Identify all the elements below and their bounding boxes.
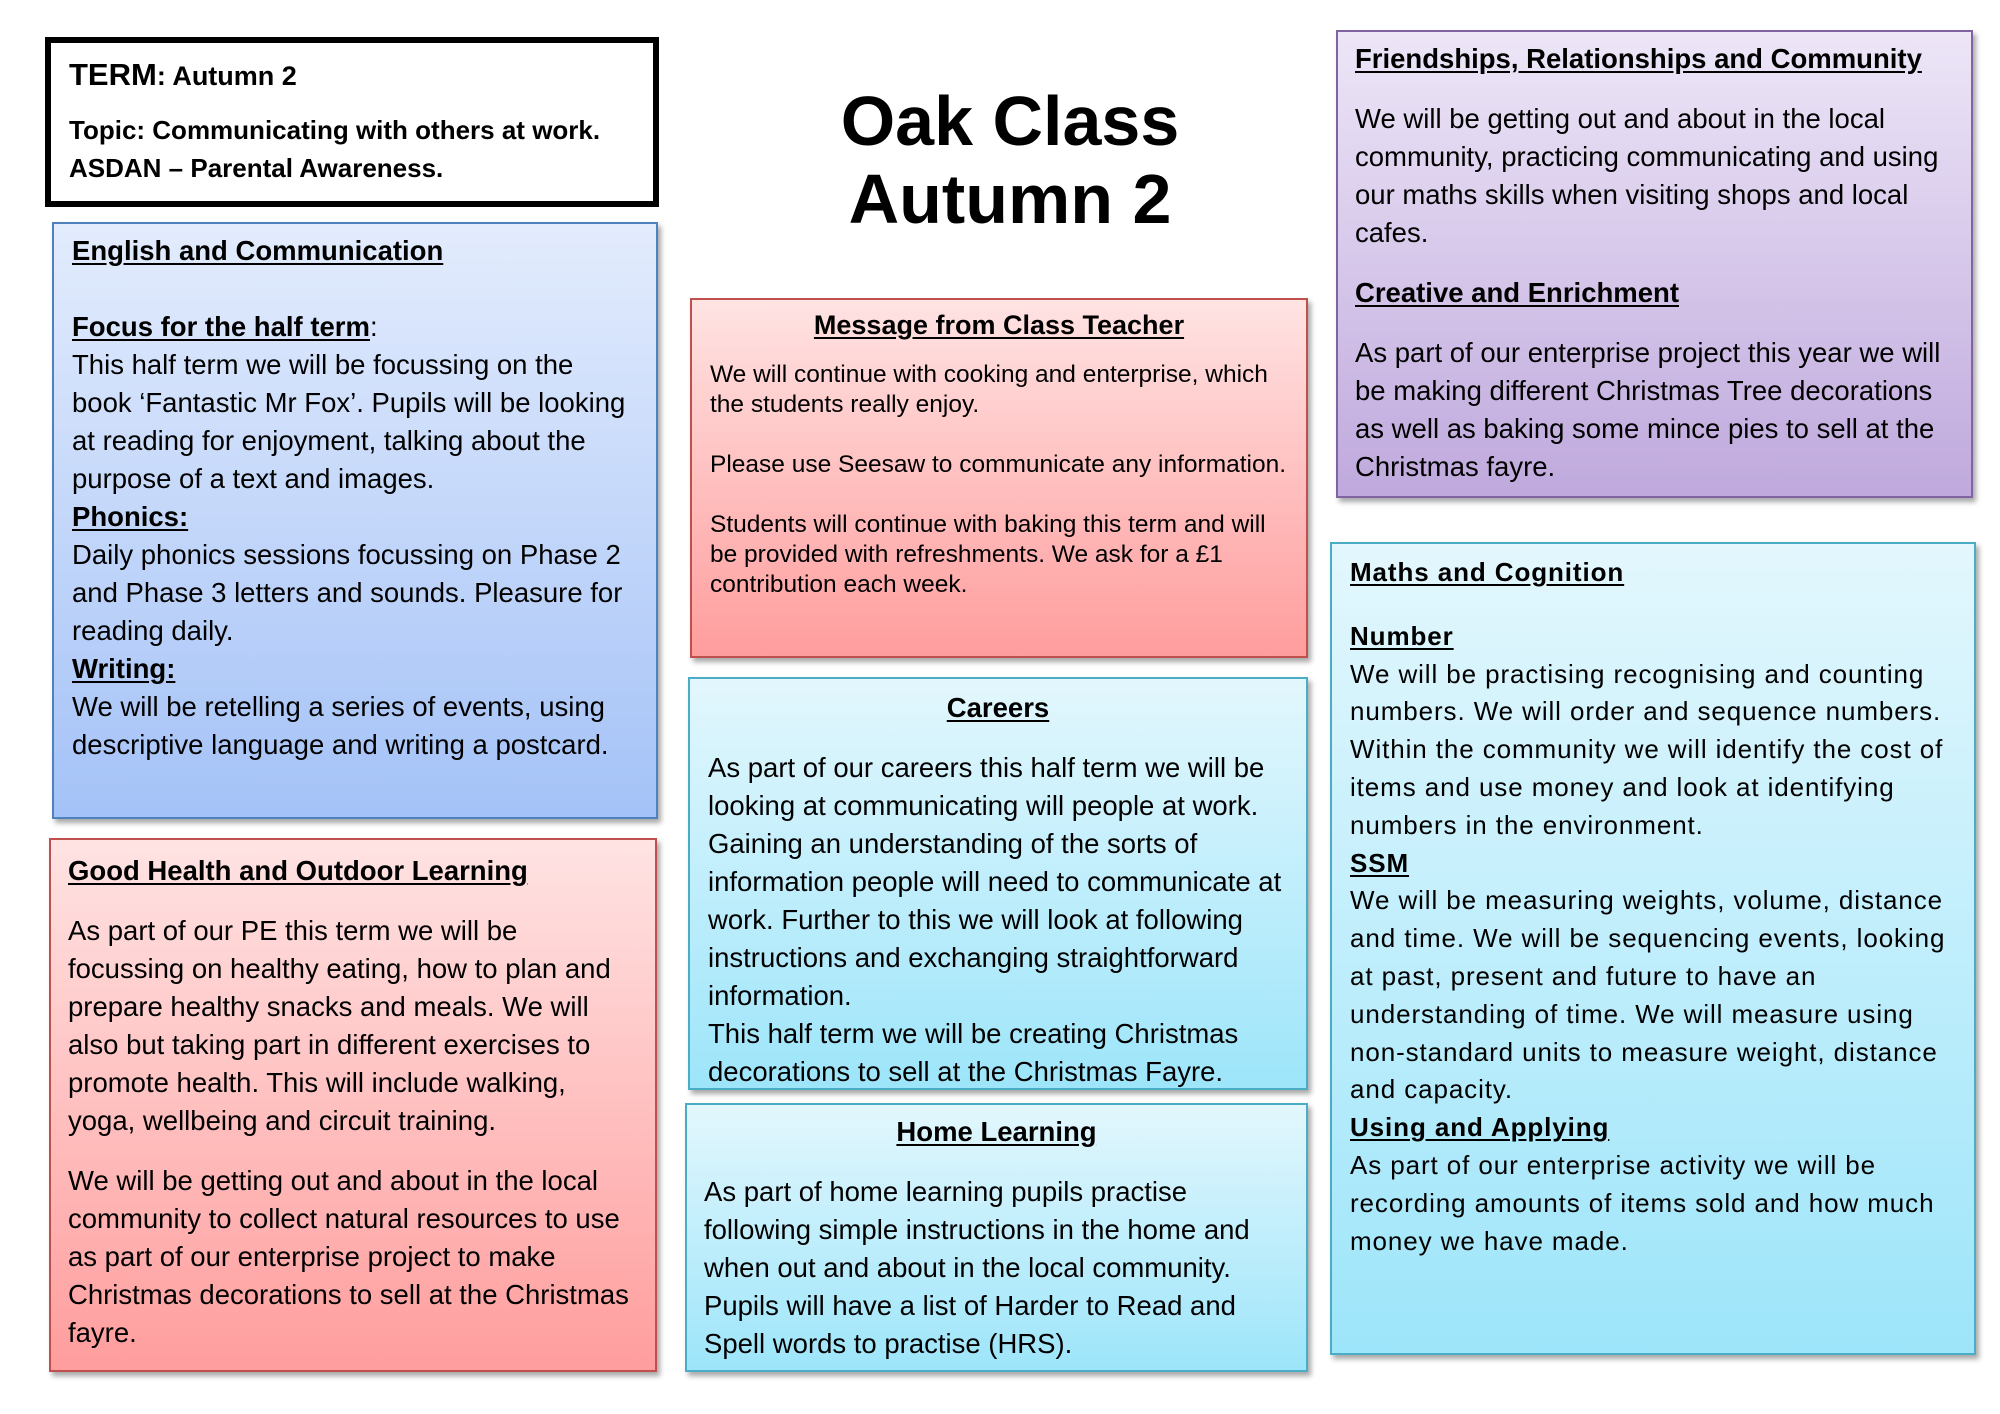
ssm-heading: SSM <box>1350 847 1410 878</box>
number-text: We will be practising recognising and counting numbers. We will order and sequence numbers. Within the community we will identify the cost of items and use money and look at identifying numbers in the environment. <box>1350 658 1944 840</box>
careers-paragraph-2: This half term we will be creating Christmas decorations to sell at the Christmas Fayre. <box>708 1018 1239 1087</box>
using-applying-text: As part of our enterprise activity we will be recording amounts of items sold and how much money we have made. <box>1350 1149 1935 1256</box>
focus-heading: Focus for the half term <box>72 311 370 342</box>
page-title <box>760 82 1260 238</box>
careers-paragraph-1: As part of our careers this half term we will be looking at communicating will people at work. Gaining an understanding of the sorts of information people will need to communicate at work. Further to this we will look at following instructions and exchanging straightforward information. <box>708 752 1282 1011</box>
focus-heading-line <box>72 311 378 342</box>
message-paragraph-1: We will continue with cooking and enterprise, which the students really enjoy. <box>710 361 1268 418</box>
phonics-text: Daily phonics sessions focussing on Phase 2 and Phase 3 letters and sounds. Pleasure for reading daily. <box>72 539 623 646</box>
creative-heading: Creative and Enrichment <box>1355 277 1679 308</box>
friendships-text: We will be getting out and about in the local community, practicing communicating and using our maths skills when visiting shops and local cafes. <box>1355 103 1939 248</box>
message-paragraph-3: Students will continue with baking this term and will be provided with refreshments. We ask for a £1 contribution each week. <box>710 511 1266 598</box>
friendships-panel <box>1336 30 1973 498</box>
creative-text: As part of our enterprise project this year we will be making different Christmas Tree decorations as well as baking some mince pies to sell at the Christmas fayre. <box>1355 337 1941 482</box>
careers-heading: Careers <box>946 692 1050 723</box>
maths-heading: Maths and Cognition <box>1350 557 1625 587</box>
home-learning-panel <box>685 1103 1308 1372</box>
using-applying-heading: Using and Applying <box>1350 1112 1610 1143</box>
topic-text: Topic: Communicating with others at work. ASDAN – Parental Awareness. <box>69 115 601 183</box>
page-title-line2: Autumn 2 <box>848 160 1172 238</box>
term-line <box>69 57 635 93</box>
careers-panel <box>688 677 1308 1090</box>
english-heading: English and Communication <box>72 235 444 266</box>
good-health-panel <box>49 838 657 1372</box>
health-heading: Good Health and Outdoor Learning <box>68 855 528 886</box>
health-paragraph-1: As part of our PE this term we will be focussing on healthy eating, how to plan and prepare healthy snacks and meals. We will also but taking part in different exercises to promote health. This will include walking, yoga, wellbeing and circuit training. <box>68 915 611 1136</box>
home-learning-heading: Home Learning <box>896 1116 1097 1147</box>
phonics-heading: Phonics: <box>72 501 189 532</box>
number-heading: Number <box>1350 620 1454 651</box>
home-learning-text: As part of home learning pupils practise following simple instructions in the home and when out and about in the local community. Pupils will have a list of Harder to Read and Spell words to practise (HRS). <box>704 1176 1250 1359</box>
message-heading: Message from Class Teacher <box>813 310 1185 340</box>
page-title-line1: Oak Class <box>840 82 1180 160</box>
friendships-heading: Friendships, Relationships and Community <box>1355 43 1922 74</box>
health-paragraph-2: We will be getting out and about in the local community to collect natural resources to use as part of our enterprise project to make Christmas decorations to sell at the Christmas fayre. <box>68 1165 629 1348</box>
term-info-box <box>45 37 659 207</box>
teacher-message-panel <box>690 298 1308 658</box>
maths-cognition-panel <box>1330 542 1976 1355</box>
term-label: TERM <box>69 57 157 92</box>
ssm-text: We will be measuring weights, volume, distance and time. We will be sequencing events, looking at past, present and future to have an understanding of time. We will measure using non-standard units to measure weight, distance and capacity. <box>1350 885 1946 1105</box>
writing-heading: Writing: <box>72 653 176 684</box>
focus-text: This half term we will be focussing on the book ‘Fantastic Mr Fox’. Pupils will be looking at reading for enjoyment, talking about the purpose of a text and images. <box>72 349 626 494</box>
focus-heading-suffix: : <box>369 311 378 342</box>
message-paragraph-2: Please use Seesaw to communicate any information. <box>710 451 1287 478</box>
writing-text: We will be retelling a series of events, using descriptive language and writing a postcard. <box>72 691 609 760</box>
english-communication-panel <box>52 222 658 819</box>
term-value: : Autumn 2 <box>156 61 297 91</box>
